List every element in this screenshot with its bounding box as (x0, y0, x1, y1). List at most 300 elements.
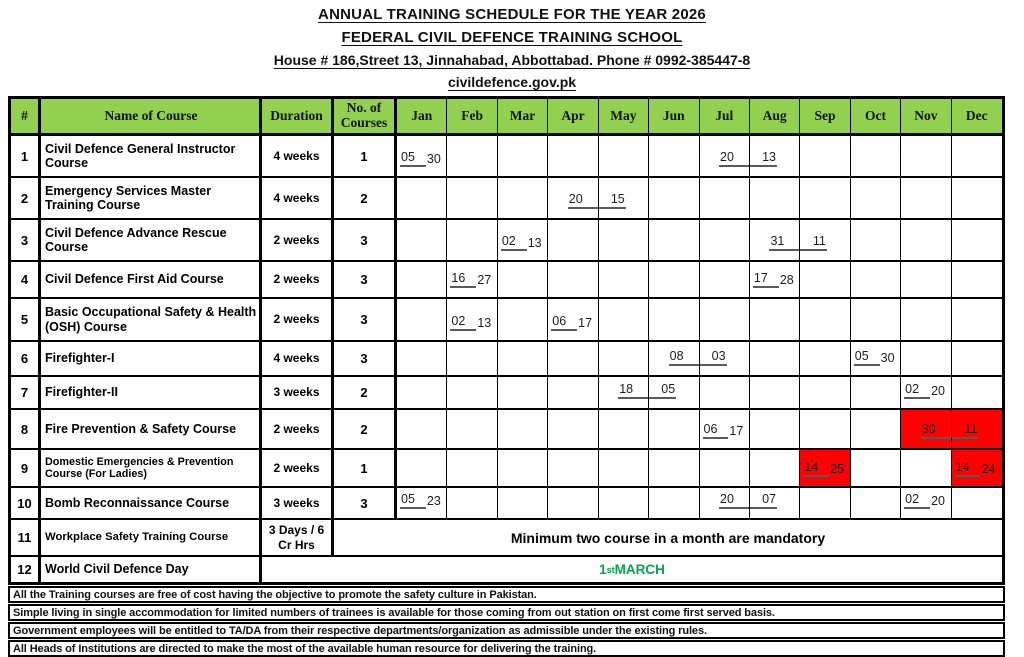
table-row (11, 520, 1002, 557)
note-free-of-cost: All the Training courses are free of cost having the objective to promote the safety culture in Pakistan. (8, 586, 1005, 603)
month-cell-jun (649, 136, 699, 176)
month-cell-mar (498, 178, 548, 218)
course-name-cell: World Civil Defence Day (41, 557, 262, 582)
date-range-line (750, 165, 761, 167)
month-cell-oct (851, 450, 901, 486)
course-count-cell: 1 (334, 450, 397, 486)
date-range-line (937, 437, 951, 439)
month-cell-nov (901, 410, 951, 448)
document-header (0, 0, 1024, 90)
month-cell-sep (800, 450, 850, 486)
table-header-row (11, 99, 1002, 136)
date-start: 08 (669, 350, 685, 367)
month-cell-aug (750, 136, 800, 176)
course-name-cell: Firefighter-II (41, 377, 262, 408)
date-range (750, 262, 799, 297)
table-row (11, 262, 1002, 299)
row-number-cell: 5 (11, 299, 41, 340)
date-range-line (920, 507, 930, 509)
month-cell-apr (548, 262, 598, 297)
month-cell-jan (397, 488, 447, 518)
month-cell-oct (851, 178, 901, 218)
col-header-month-jul: Jul (700, 99, 750, 133)
date-range (548, 178, 597, 218)
month-cell-feb (447, 377, 497, 408)
duration-cell: 2 weeks (262, 299, 334, 340)
month-cell-mar (498, 136, 548, 176)
date-end: 11 (812, 235, 827, 252)
date-end: 28 (779, 272, 794, 287)
month-cell-apr (548, 488, 598, 518)
month-cell-nov (901, 299, 951, 340)
date-end: 20 (931, 383, 945, 398)
course-name-cell: Civil Defence General Instructor Course (41, 136, 262, 176)
date-range-line (735, 507, 749, 509)
table-row (11, 488, 1002, 520)
month-cell-jan (397, 136, 447, 176)
month-cell-dec (952, 178, 1002, 218)
month-cell-jan (397, 450, 447, 486)
date-start: 20 (719, 493, 735, 510)
month-cell-jun (649, 410, 699, 448)
course-count-cell: 3 (334, 262, 397, 297)
date-end: 13 (527, 235, 542, 250)
month-cell-aug (750, 178, 800, 218)
date-range-line (685, 364, 699, 366)
date-range-line (584, 207, 598, 209)
col-header-month-sep: Sep (800, 99, 850, 133)
date-end: 27 (477, 272, 492, 287)
date-range (397, 488, 446, 518)
table-row (11, 450, 1002, 488)
world-civil-defence-day-cell: 1 st MARCH (599, 562, 665, 577)
month-cell-aug (750, 342, 800, 375)
date-range-line (819, 475, 829, 477)
month-cell-nov (901, 450, 951, 486)
row-number-cell: 12 (11, 557, 41, 582)
duration-cell: 3 Days / 6 Cr Hrs (262, 520, 334, 555)
date-range (901, 488, 950, 518)
date-range (498, 220, 547, 260)
march-day: 1 (599, 562, 607, 577)
month-cell-nov (901, 342, 951, 375)
course-count-cell: 2 (334, 410, 397, 448)
course-name-cell: Domestic Emergencies & Prevention Course (For Ladies) (41, 450, 262, 486)
month-cell-jan (397, 220, 447, 260)
date-end: 17 (729, 423, 744, 438)
month-cell-feb (447, 410, 497, 448)
date-range-line (634, 397, 648, 399)
duration-cell: 2 weeks (262, 262, 334, 297)
mandatory-note-cell: Minimum two course in a month are mandatory (510, 529, 826, 546)
month-cell-dec (952, 342, 1002, 375)
month-cell-aug (750, 377, 800, 408)
month-cell-feb (447, 178, 497, 218)
month-cell-apr (548, 377, 598, 408)
month-cell-feb (447, 299, 497, 340)
course-name-cell: Civil Defence First Aid Course (41, 262, 262, 297)
month-cell-dec (952, 410, 1002, 448)
month-cell-mar (498, 377, 548, 408)
duration-cell: 2 weeks (262, 450, 334, 486)
course-count-cell: 3 (334, 342, 397, 375)
month-cell-sep (800, 488, 850, 518)
date-range (447, 262, 496, 297)
note-heads-institutions: All Heads of Institutions are directed to make the most of the available human resource for delivering the training. (8, 640, 1005, 657)
date-start: 31 (769, 235, 785, 252)
col-header-month-jun: Jun (649, 99, 699, 133)
month-cell-jun (649, 342, 699, 375)
month-cell-jan (397, 262, 447, 297)
month-cell-apr (548, 136, 598, 176)
date-range-line (466, 286, 476, 288)
month-cell-jun (649, 488, 699, 518)
training-schedule-table (8, 96, 1005, 585)
month-cell-apr (548, 299, 598, 340)
month-cell-feb (447, 136, 497, 176)
date-range-line (750, 507, 761, 509)
month-cell-may (599, 377, 649, 408)
month-cell-jul (700, 262, 750, 297)
date-range (599, 377, 648, 408)
date-end: 30 (880, 350, 895, 365)
date-start: 14 (955, 461, 971, 478)
course-count-cell: 3 (334, 299, 397, 340)
course-name-cell: Workplace Safety Training Course (41, 520, 262, 555)
date-start: 20 (568, 193, 584, 210)
date-range-line (769, 286, 779, 288)
month-cell-oct (851, 488, 901, 518)
month-cell-oct (851, 410, 901, 448)
date-range-line (870, 364, 880, 366)
month-cell-dec (952, 299, 1002, 340)
date-end: 17 (578, 315, 593, 330)
month-cell-oct (851, 262, 901, 297)
date-range-line (718, 437, 728, 439)
month-cell-nov (901, 136, 951, 176)
march-month: MARCH (614, 562, 665, 577)
month-cell-mar (498, 488, 548, 518)
month-cell-jun (649, 178, 699, 218)
course-count-cell: 3 (334, 220, 397, 260)
month-cell-nov (901, 488, 951, 518)
month-cell-mar (498, 342, 548, 375)
date-range-line (567, 329, 577, 331)
duration-cell: 4 weeks (262, 136, 334, 176)
date-range-line (735, 165, 749, 167)
date-range (901, 410, 950, 448)
row-number-cell: 11 (11, 520, 41, 555)
month-cell-jul (700, 410, 750, 448)
row-number-cell: 3 (11, 220, 41, 260)
date-start: 16 (450, 272, 466, 289)
month-cell-may (599, 262, 649, 297)
row-number-cell: 9 (11, 450, 41, 486)
course-name-cell: Civil Defence Advance Rescue Course (41, 220, 262, 260)
month-cell-apr (548, 450, 598, 486)
month-cell-apr (548, 220, 598, 260)
month-cell-mar (498, 262, 548, 297)
month-cell-feb (447, 450, 497, 486)
date-start: 02 (904, 383, 920, 400)
course-count-cell: 1 (334, 136, 397, 176)
table-row (11, 557, 1002, 582)
month-cell-jun (649, 450, 699, 486)
date-range (700, 410, 749, 448)
note-ta-da: Government employees will be entitled to TA/DA from their respective departments/organization as admissible under the existing rules. (8, 622, 1005, 639)
page-title: ANNUAL TRAINING SCHEDULE FOR THE YEAR 2026 (318, 6, 706, 23)
month-cell-jan (397, 410, 447, 448)
month-cell-jul (700, 450, 750, 486)
month-cell-feb (447, 488, 497, 518)
date-end: 30 (426, 151, 441, 166)
course-count-cell: 2 (334, 178, 397, 218)
month-cell-may (599, 342, 649, 375)
course-name-cell: Fire Prevention & Safety Course (41, 410, 262, 448)
col-header-month-mar: Mar (498, 99, 548, 133)
month-cell-jul (700, 136, 750, 176)
month-cell-apr (548, 342, 598, 375)
date-range (750, 488, 799, 518)
date-range-line (416, 507, 426, 509)
row-number-cell: 4 (11, 262, 41, 297)
month-cell-sep (800, 220, 850, 260)
duration-cell: 2 weeks (262, 220, 334, 260)
date-range (447, 299, 496, 340)
date-start: 02 (450, 315, 466, 332)
date-range-line (785, 249, 799, 251)
date-start: 05 (400, 493, 416, 510)
month-cell-jan (397, 299, 447, 340)
date-range (649, 342, 698, 375)
month-cell-sep (800, 136, 850, 176)
duration-cell: 2 weeks (262, 410, 334, 448)
date-start: 06 (551, 315, 567, 332)
month-cell-feb (447, 342, 497, 375)
month-cell-may (599, 178, 649, 218)
date-range (800, 450, 849, 486)
col-header-month-jan: Jan (397, 99, 447, 133)
date-range-line (700, 364, 711, 366)
course-count-cell: 2 (334, 377, 397, 408)
month-cell-feb (447, 262, 497, 297)
month-cell-sep (800, 262, 850, 297)
date-end: 25 (830, 461, 845, 476)
date-end: 05 (660, 383, 676, 400)
date-range (952, 450, 1002, 486)
month-cell-oct (851, 136, 901, 176)
month-cell-apr (548, 178, 598, 218)
row-number-cell: 2 (11, 178, 41, 218)
col-header-number: # (11, 99, 41, 133)
month-cell-aug (750, 450, 800, 486)
row-number-cell: 1 (11, 136, 41, 176)
month-cell-dec (952, 377, 1002, 408)
month-cell-apr (548, 410, 598, 448)
month-cell-oct (851, 377, 901, 408)
date-range-line (920, 397, 930, 399)
month-cell-dec (952, 262, 1002, 297)
month-cell-jun (649, 220, 699, 260)
date-start: 14 (803, 461, 819, 478)
month-cell-sep (800, 377, 850, 408)
course-name-cell: Basic Occupational Safety & Health (OSH) Course (41, 299, 262, 340)
month-cell-jul (700, 220, 750, 260)
col-header-month-may: May (599, 99, 649, 133)
month-cell-aug (750, 262, 800, 297)
date-end: 13 (477, 315, 492, 330)
date-end: 03 (711, 350, 727, 367)
date-start: 20 (719, 151, 735, 168)
date-range-line (517, 249, 527, 251)
date-range-line (599, 207, 610, 209)
date-end: 11 (963, 423, 978, 440)
date-range (700, 342, 749, 375)
date-start: 17 (753, 272, 769, 289)
month-cell-dec (952, 220, 1002, 260)
row-number-cell: 7 (11, 377, 41, 408)
date-range (397, 136, 446, 176)
course-count-cell: 3 (334, 488, 397, 518)
date-range (599, 178, 648, 218)
month-cell-mar (498, 410, 548, 448)
date-end: 23 (426, 493, 441, 508)
duration-cell: 3 weeks (262, 488, 334, 518)
course-name-cell: Firefighter-I (41, 342, 262, 375)
school-name: FEDERAL CIVIL DEFENCE TRAINING SCHOOL (341, 29, 683, 46)
row-number-cell: 8 (11, 410, 41, 448)
date-end: 13 (761, 151, 777, 168)
month-cell-jun (649, 377, 699, 408)
month-cell-may (599, 220, 649, 260)
table-row (11, 410, 1002, 450)
month-cell-nov (901, 262, 951, 297)
month-cell-nov (901, 220, 951, 260)
month-cell-aug (750, 488, 800, 518)
footer-notes (8, 586, 1005, 657)
duration-cell: 4 weeks (262, 178, 334, 218)
date-range (649, 377, 698, 408)
col-header-month-apr: Apr (548, 99, 598, 133)
month-cell-jan (397, 377, 447, 408)
date-end: 15 (610, 193, 626, 210)
table-row (11, 136, 1002, 178)
col-header-month-aug: Aug (750, 99, 800, 133)
date-end: 07 (761, 493, 777, 510)
month-cell-mar (498, 299, 548, 340)
table-row (11, 220, 1002, 262)
month-cell-jun (649, 299, 699, 340)
month-cell-sep (800, 410, 850, 448)
table-row (11, 377, 1002, 410)
col-header-duration: Duration (262, 99, 334, 133)
date-range-line (800, 249, 811, 251)
date-start: 02 (501, 235, 517, 252)
address-line: House # 186,Street 13, Jinnahabad, Abbottabad. Phone # 0992-385447-8 (273, 52, 751, 68)
date-end: 20 (931, 493, 945, 508)
month-cell-jul (700, 342, 750, 375)
month-cell-jan (397, 342, 447, 375)
website-link: civildefence.gov.pk (447, 74, 577, 90)
date-range (700, 488, 749, 518)
date-range (750, 136, 799, 176)
course-name-cell: Emergency Services Master Training Course (41, 178, 262, 218)
date-range-line (466, 329, 476, 331)
month-cell-nov (901, 178, 951, 218)
month-cell-may (599, 136, 649, 176)
date-range-line (952, 437, 964, 439)
month-cell-may (599, 450, 649, 486)
month-cell-jul (700, 299, 750, 340)
row-number-cell: 6 (11, 342, 41, 375)
duration-cell: 4 weeks (262, 342, 334, 375)
date-start: 02 (904, 493, 920, 510)
date-start: 18 (618, 383, 634, 400)
date-range (851, 342, 900, 375)
date-start: 05 (400, 151, 416, 168)
col-header-month-feb: Feb (447, 99, 497, 133)
date-range (952, 410, 1002, 448)
month-cell-oct (851, 342, 901, 375)
date-start: 30 (921, 423, 937, 440)
month-cell-dec (952, 450, 1002, 486)
col-header-month-dec: Dec (952, 99, 1002, 133)
col-header-month-nov: Nov (901, 99, 951, 133)
note-accommodation: Simple living in single accommodation for limited numbers of trainees is available for those coming from out station on first come first served basis. (8, 604, 1005, 621)
month-cell-sep (800, 299, 850, 340)
month-cell-dec (952, 488, 1002, 518)
month-cell-may (599, 410, 649, 448)
month-cell-jul (700, 178, 750, 218)
month-cell-sep (800, 178, 850, 218)
duration-cell: 3 weeks (262, 377, 334, 408)
month-cell-oct (851, 299, 901, 340)
date-range (901, 377, 950, 408)
date-range (548, 299, 597, 340)
month-cell-jul (700, 488, 750, 518)
month-cell-jul (700, 377, 750, 408)
month-cell-jan (397, 178, 447, 218)
month-cell-may (599, 299, 649, 340)
month-cell-sep (800, 342, 850, 375)
row-number-cell: 10 (11, 488, 41, 518)
month-cell-aug (750, 220, 800, 260)
month-cell-nov (901, 377, 951, 408)
month-cell-dec (952, 136, 1002, 176)
table-row (11, 299, 1002, 342)
month-cell-mar (498, 220, 548, 260)
date-end: 24 (981, 461, 996, 476)
month-cell-aug (750, 410, 800, 448)
date-range-line (970, 475, 980, 477)
col-header-month-oct: Oct (851, 99, 901, 133)
col-header-course-count: No. of Courses (334, 99, 397, 133)
col-header-course-name: Name of Course (41, 99, 262, 133)
date-range (800, 220, 849, 260)
date-start: 05 (854, 350, 870, 367)
month-cell-jun (649, 262, 699, 297)
date-start: 06 (703, 423, 719, 440)
month-cell-aug (750, 299, 800, 340)
table-row (11, 342, 1002, 377)
date-range-line (649, 397, 660, 399)
course-name-cell: Bomb Reconnaissance Course (41, 488, 262, 518)
month-cell-feb (447, 220, 497, 260)
month-cell-mar (498, 450, 548, 486)
date-range (750, 220, 799, 260)
date-range (700, 136, 749, 176)
month-cell-may (599, 488, 649, 518)
